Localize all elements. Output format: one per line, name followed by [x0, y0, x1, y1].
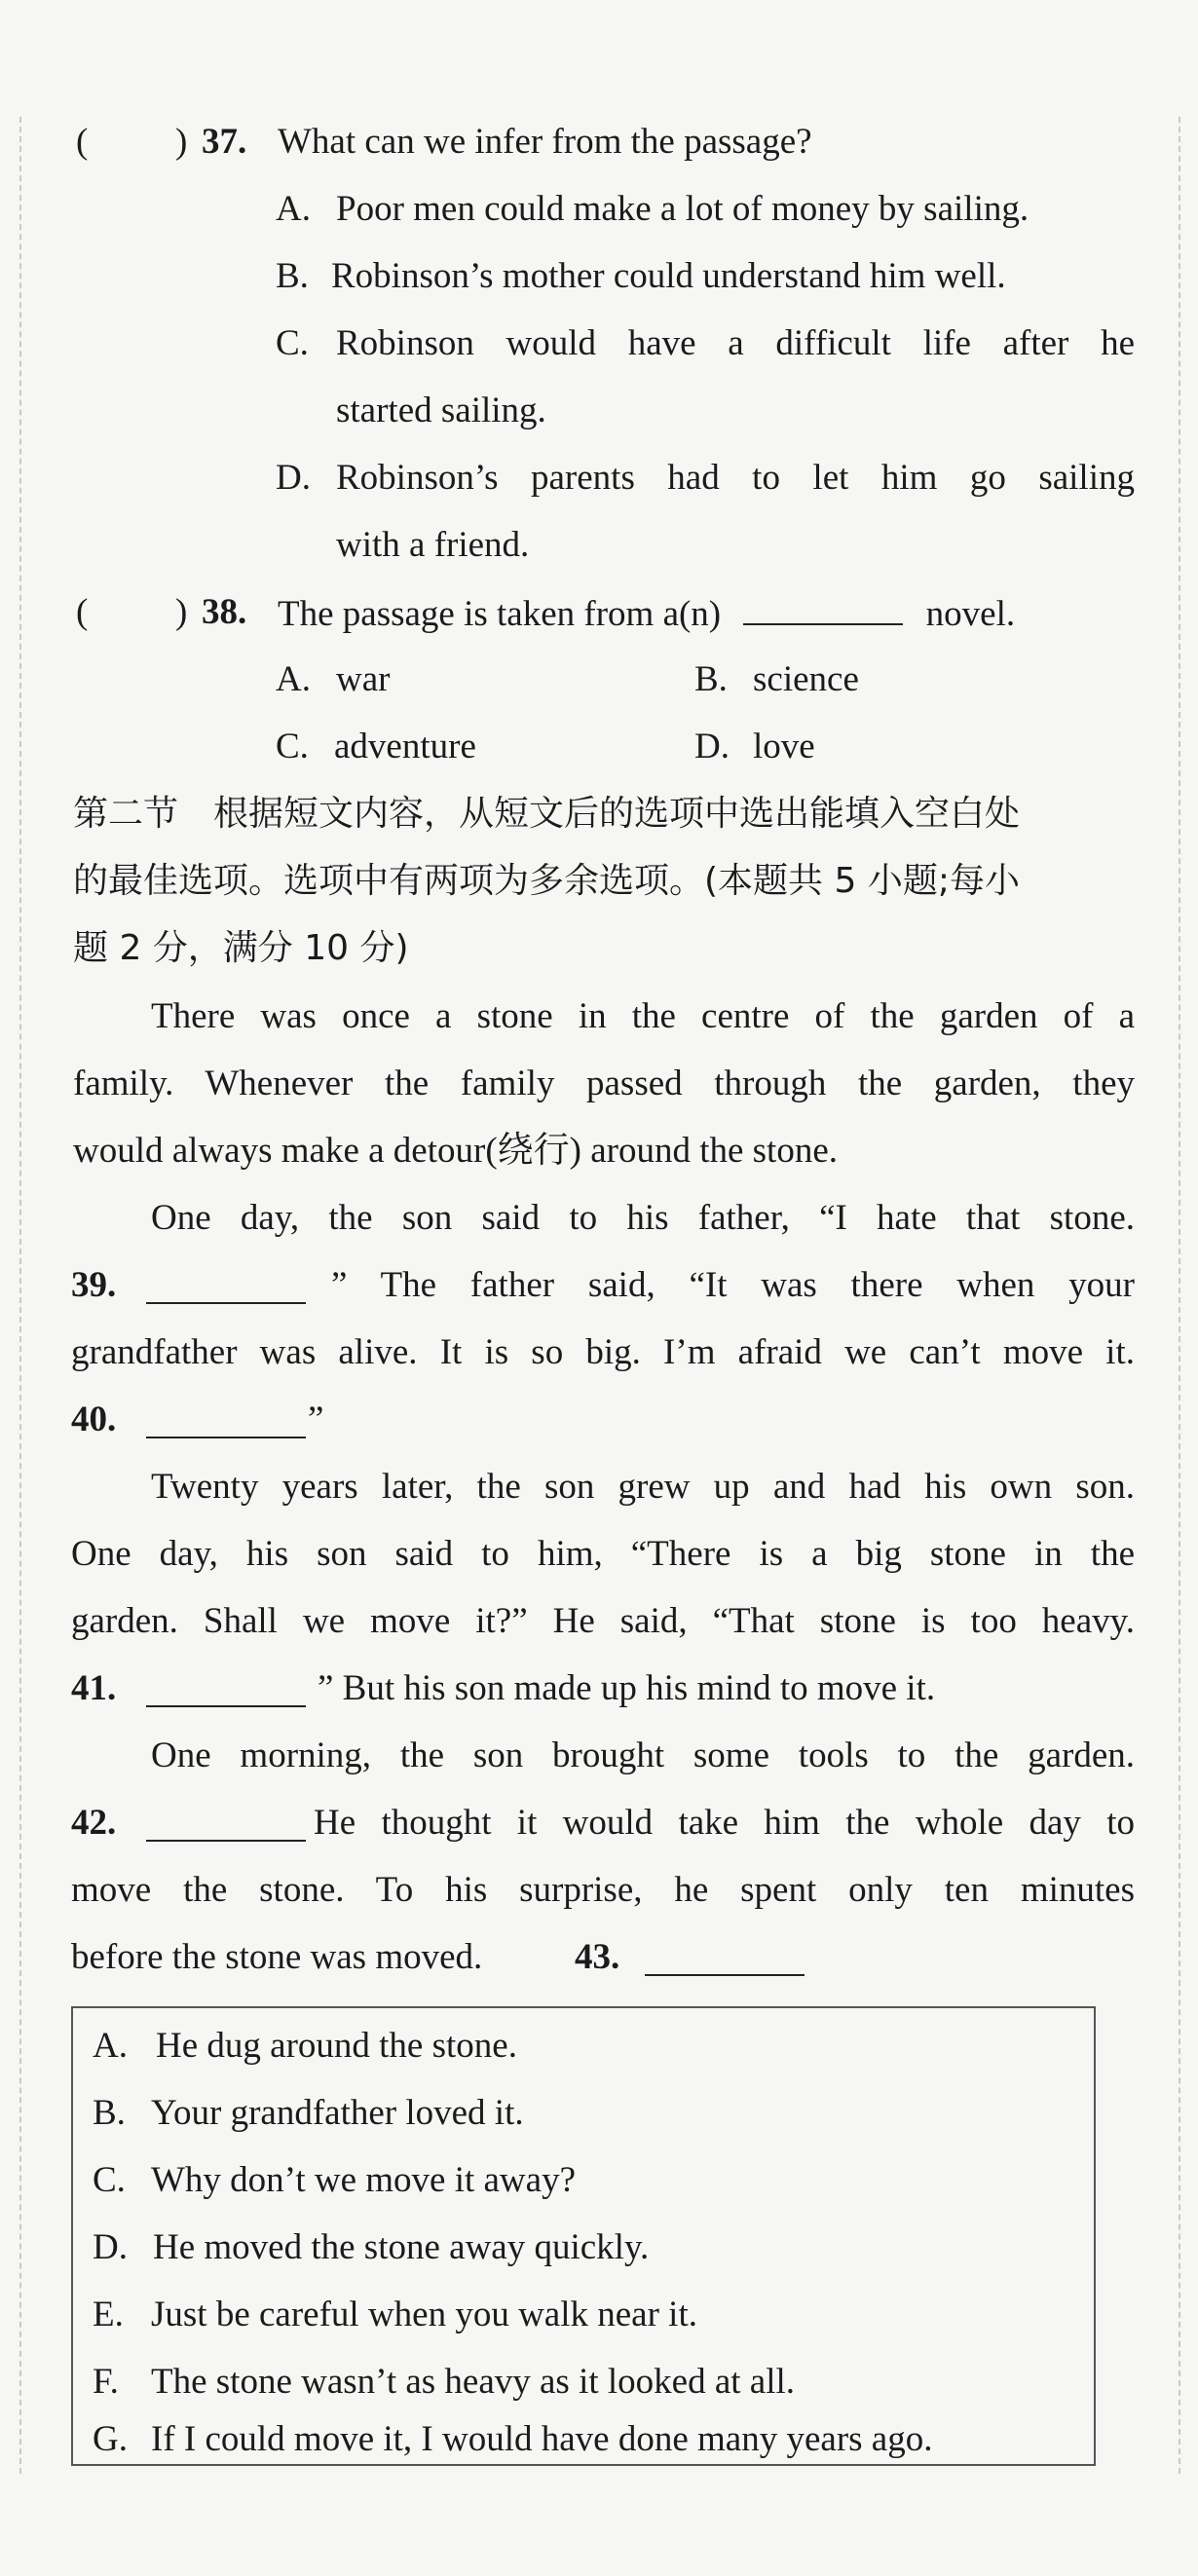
answer-paren-open: ( — [76, 122, 89, 162]
choice-letter: C. — [93, 2160, 126, 2200]
choice-text: Your grandfather loved it. — [151, 2093, 524, 2133]
passage-line: ” — [308, 1400, 324, 1439]
option-text: Poor men could make a lot of money by sailing. — [336, 189, 1030, 229]
option-text: adventure — [334, 727, 476, 766]
answer-blank-43 — [645, 1945, 805, 1976]
passage-line: before the stone was moved. — [71, 1937, 483, 1977]
right-edge-divider — [1179, 117, 1180, 2474]
answer-blank-41 — [146, 1676, 306, 1707]
choice-text: If I could move it, I would have done many years ago. — [151, 2419, 933, 2459]
passage-line: There was once a stone in the centre of the garden of a — [151, 996, 1135, 1036]
instruction-line: 的最佳选项。选项中有两项为多余选项。(本题共 5 小题;每小 — [73, 861, 1020, 901]
answer-paren-close: ) — [175, 592, 188, 632]
passage-line: One day, his son said to him, “There is a big stone in the — [71, 1534, 1135, 1574]
passage-line: ” The father said, “It was there when your — [331, 1265, 1135, 1305]
passage-line: grandfather was alive. It is so big. I’m afraid we can’t move it. — [71, 1332, 1135, 1372]
choice-letter: E. — [93, 2295, 124, 2334]
answer-paren-open: ( — [76, 592, 89, 632]
passage-line: He thought it would take him the whole day to — [314, 1803, 1135, 1843]
question-stem: What can we infer from the passage? — [278, 122, 812, 162]
choice-letter: F. — [93, 2362, 119, 2402]
blank-number-41: 41. — [71, 1668, 117, 1708]
blank-number-43: 43. — [575, 1937, 620, 1977]
choice-text: Just be careful when you walk near it. — [151, 2295, 697, 2334]
instruction-line: 题 2 分，满分 10 分) — [73, 928, 409, 968]
blank-number-39: 39. — [71, 1265, 117, 1305]
answer-blank-40 — [146, 1407, 306, 1438]
passage-line: move the stone. To his surprise, he spent only ten minutes — [71, 1870, 1135, 1910]
blank-number-40: 40. — [71, 1400, 117, 1439]
option-text: Robinson would have a difficult life after he — [336, 323, 1135, 363]
option-letter: B. — [276, 256, 309, 296]
option-text: science — [753, 659, 859, 699]
passage-line: One morning, the son brought some tools to the garden. — [151, 1736, 1135, 1775]
option-letter: D. — [694, 727, 730, 766]
option-letter: A. — [276, 659, 311, 699]
choice-text: Why don’t we move it away? — [151, 2160, 576, 2200]
answer-blank-39 — [146, 1273, 306, 1304]
instruction-line: 第二节 根据短文内容，从短文后的选项中选出能填入空白处 — [73, 794, 1021, 834]
option-letter: C. — [276, 727, 309, 766]
choice-text: He dug around the stone. — [156, 2026, 517, 2066]
left-edge-divider — [19, 117, 21, 2474]
answer-paren-close: ) — [175, 122, 188, 162]
passage-line: garden. Shall we move it?” He said, “That stone is too heavy. — [71, 1601, 1135, 1641]
option-text: Robinson’s parents had to let him go sailing — [336, 458, 1135, 498]
passage-line: ” But his son made up his mind to move it. — [318, 1668, 936, 1708]
question-number: 38. — [202, 592, 247, 632]
option-text: war — [336, 659, 391, 699]
passage-line: Twenty years later, the son grew up and had his own son. — [151, 1467, 1135, 1507]
option-text-continued: with a friend. — [336, 525, 530, 565]
choice-letter: D. — [93, 2227, 128, 2267]
passage-line: family. Whenever the family passed through the garden, they — [73, 1064, 1135, 1103]
answer-blank-42 — [146, 1811, 306, 1842]
option-text: Robinson’s mother could understand him well. — [331, 256, 1006, 296]
choice-text: He moved the stone away quickly. — [153, 2227, 650, 2267]
option-text-continued: started sailing. — [336, 391, 546, 430]
blank-number-42: 42. — [71, 1803, 117, 1843]
answer-choices-box — [71, 2006, 1096, 2466]
option-text: love — [753, 727, 815, 766]
option-letter: D. — [276, 458, 311, 498]
question-number: 37. — [202, 122, 247, 162]
choice-letter: A. — [93, 2026, 128, 2066]
stem-after-blank: novel. — [925, 594, 1016, 634]
option-letter: B. — [694, 659, 728, 699]
option-letter: C. — [276, 323, 309, 363]
passage-line: One day, the son said to his father, “I hate that stone. — [151, 1198, 1135, 1238]
choice-letter: B. — [93, 2093, 126, 2133]
choice-letter: G. — [93, 2419, 128, 2459]
question-stem — [278, 594, 1015, 632]
answer-blank — [743, 594, 903, 625]
stem-before-blank: The passage is taken from a(n) — [278, 594, 722, 634]
passage-line: would always make a detour(绕行) around the stone. — [73, 1131, 839, 1171]
choice-text: The stone wasn’t as heavy as it looked at all. — [151, 2362, 796, 2402]
option-letter: A. — [276, 189, 311, 229]
